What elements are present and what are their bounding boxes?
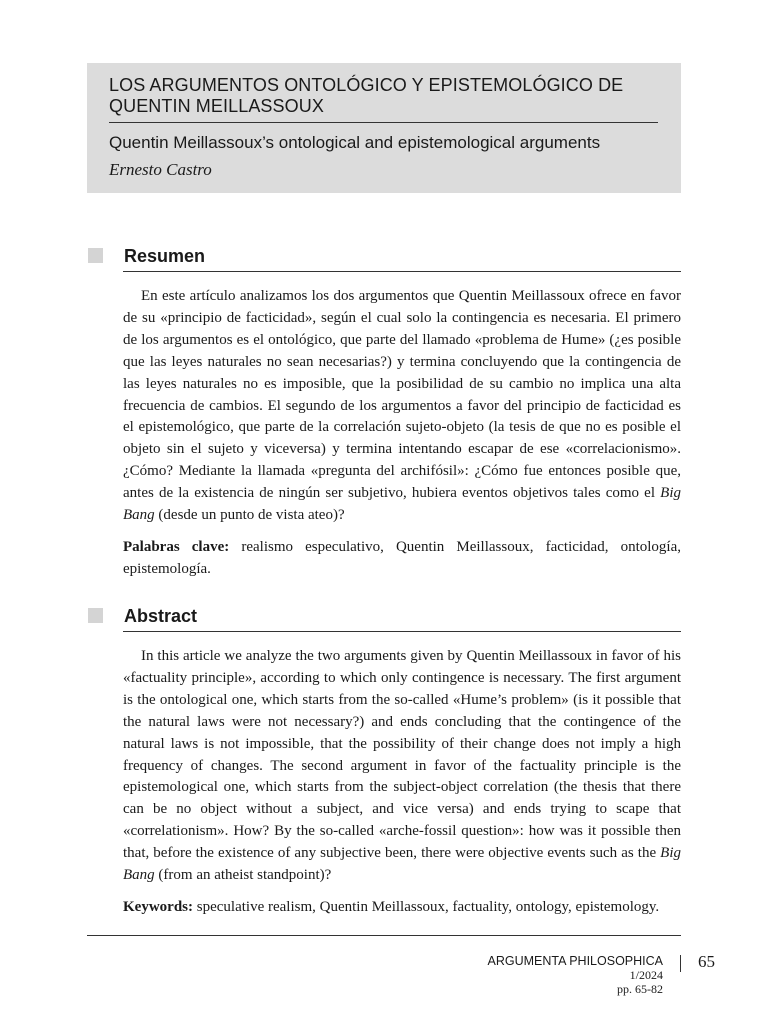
section-marker-square — [88, 608, 103, 623]
resumen-text-end: (desde un punto de vista ateo)? — [154, 507, 345, 524]
abstract-heading: Abstract — [124, 606, 198, 626]
article-author: Ernesto Castro — [109, 160, 212, 179]
abstract-keywords-list: speculative realism, Quentin Meillassoux, factuality, ontology, epistemology. — [193, 899, 660, 915]
resumen-divider — [123, 271, 681, 272]
resumen-keywords — [123, 537, 681, 580]
abstract-italic-term: Big Bang — [123, 845, 681, 884]
resumen-body — [123, 286, 681, 527]
resumen-italic-term: Big Bang — [123, 485, 681, 524]
section-marker-square — [88, 248, 103, 263]
article-header — [87, 63, 681, 193]
abstract-divider — [123, 631, 681, 632]
journal-name: ARGUMENTA PHILOSOPHICA — [487, 954, 663, 968]
page-number: 65 — [698, 952, 715, 971]
journal-issue: 1/2024 — [629, 968, 663, 982]
resumen-keywords-list: realismo especulativo, Quentin Meillassoux, facticidad, ontología, epistemología. — [123, 539, 681, 577]
article-title: LOS ARGUMENTOS ONTOLÓGICO Y EPISTEMOLÓGICO DE QUENTIN MEILLASSOUX — [109, 75, 624, 116]
abstract-text-end: (from an atheist standpoint)? — [154, 867, 332, 884]
title-divider — [109, 122, 658, 123]
abstract-text: In this article we analyze the two arguments given by Quentin Meillassoux in favor of his «factuality principle», according to which only contingence is necessary. The first argument is the ontological one, which starts from the so-called «Hume’s problem» (is it possible that the natural laws were not necessary?) and ends concluding that the contingence of the natural laws is not impossible, that the possibility of their change does not imply a high frequency of changes. The second argument in favor of the factuality principle is the epistemological one, which starts from the subject-object correlation (the thesis that there can be no object without a subject, and vice versa) and ends trying to scape that «correlationism». How? By the so-called «arche-fossil question»: how was it possible then that, before the existence of any subjective been, there were objective events such as the — [123, 648, 681, 862]
resumen-keywords-label: Palabras clave: — [123, 539, 230, 555]
abstract-keywords-label: Keywords: — [123, 899, 193, 915]
footer-separator — [680, 955, 681, 972]
footer-divider — [87, 935, 681, 936]
article-subtitle-en: Quentin Meillassoux’s ontological and epistemological arguments — [109, 133, 601, 152]
journal-pages: pp. 65-82 — [617, 982, 663, 996]
abstract-keywords — [123, 897, 681, 919]
abstract-body — [123, 646, 681, 887]
resumen-heading: Resumen — [124, 246, 206, 266]
resumen-text: En este artículo analizamos los dos argumentos que Quentin Meillassoux ofrece en favor de su «principio de facticidad», según el cual solo la contingencia es necesaria. El primero de los argumentos es el ontológico, que parte del llamado «problema de Hume» (¿es posible que las leyes naturales no sean necesarias?) y termina concluyendo que la contingencia de las leyes naturales no es imposible, que la posibilidad de su cambio no implica una alta frecuencia de cambios. El segundo de los argumentos a favor del principio de facticidad es el epistemológico, que parte de la correlación sujeto-objeto (la tesis de que no es posible el objeto sin el sujeto y viceversa) y termina intentando escapar de ese «correlacionismo». ¿Cómo? Mediante la llamada «pregunta del archifósil»: ¿Cómo fue entonces posible que, antes de la existencia de ningún ser subjetivo, hubiera eventos objetivos tales como el — [123, 288, 681, 502]
